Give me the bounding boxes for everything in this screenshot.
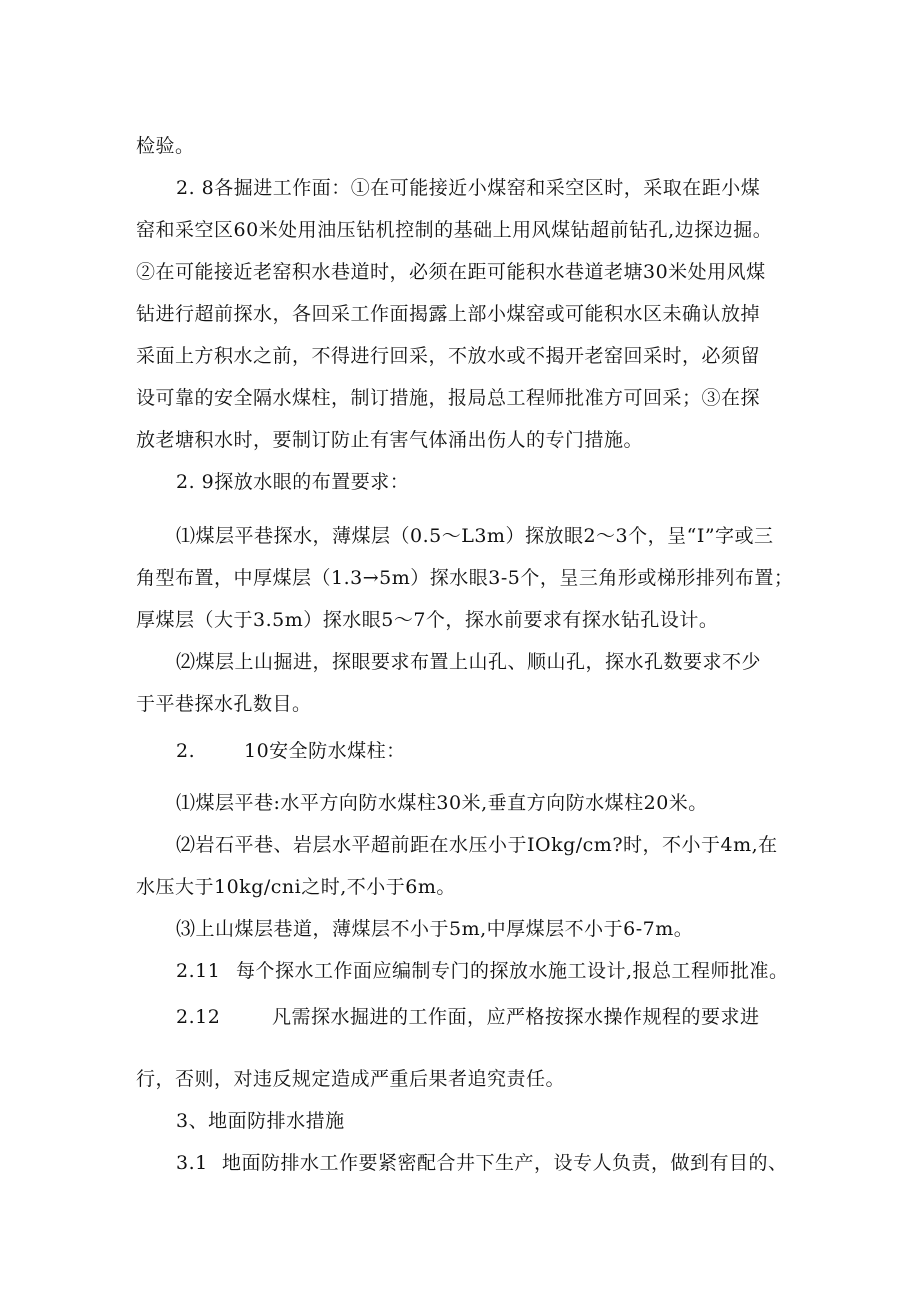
text-line-16: ⑴煤层平巷:水平方向防水煤柱30米,垂直方向防水煤柱20米。 <box>176 792 708 814</box>
text-line-10: ⑴煤层平巷探水，薄煤层（0.5～L3m）探放眼2～3个，呈“I”字或三 <box>176 525 774 547</box>
text-line-12: 厚煤层（大于3.5m）探水眼5～7个，探水前要求有探水钻孔设计。 <box>136 609 719 631</box>
text-line-11: 角型布置，中厚煤层（1.3→5m）探水眼3-5个，呈三角形或梯形排列布置； <box>136 567 794 589</box>
text-line-3: 窑和采空区60米处用油压钻机控制的基础上用风煤钻超前钻孔,边探边掘。 <box>136 219 773 241</box>
text-line-23: 3、地面防排水措施 <box>176 1110 345 1132</box>
text-line-5: 钻进行超前探水，各回采工作面揭露上部小煤窑或可能积水区未确认放掉 <box>136 303 761 325</box>
text-line-21: 2.12 <box>176 1006 221 1028</box>
text-line-1: 检验。 <box>136 135 195 157</box>
text-line-8: 放老塘积水时，要制订防止有害气体涌出伤人的专门措施。 <box>136 429 644 451</box>
text-line-24: 3.1 <box>176 1152 208 1174</box>
text-line-9: 2. 9探放水眼的布置要求： <box>176 471 410 493</box>
text-line-20: 2.11 <box>176 960 221 982</box>
text-line-7: 设可靠的安全隔水煤柱，制订措施，报局总工程师批准方可回采；③在探 <box>136 387 761 409</box>
text-line-13: ⑵煤层上山掘进，探眼要求布置上山孔、顺山孔，探水孔数要求不少 <box>176 651 762 673</box>
text-line-15: 2. <box>176 740 196 762</box>
text-line-6: 采面上方积水之前，不得进行回采，不放水或不揭开老窑回采时，必须留 <box>136 345 761 367</box>
text-line-20b: 每个探水工作面应编制专门的探放水施工设计,报总工程师批准。 <box>236 960 789 982</box>
text-line-14: 于平巷探水孔数目。 <box>136 693 312 715</box>
text-line-22: 行，否则，对违反规定造成严重后果者追究责任。 <box>136 1068 566 1090</box>
text-line-15b: 10安全防水煤柱： <box>244 740 406 762</box>
text-line-17: ⑵岩石平巷、岩层水平超前距在水压小于IOkg/cm?时，不小于4m,在 <box>176 834 778 856</box>
text-line-2: 2. 8各掘进工作面：①在可能接近小煤窑和采空区时，采取在距小煤 <box>176 177 761 199</box>
text-line-21b: 凡需探水掘进的工作面，应严格按探水操作规程的要求进 <box>272 1006 760 1028</box>
text-line-18: 水压大于10kg/cni之时,不小于6m。 <box>136 876 456 898</box>
text-line-19: ⑶上山煤层巷道，薄煤层不小于5m,中厚煤层不小于6-7m。 <box>176 918 694 940</box>
text-line-4: ②在可能接近老窑积水巷道时，必须在距可能积水巷道老塘30米处用风煤 <box>136 261 766 283</box>
text-line-24b: 地面防排水工作要紧密配合井下生产，设专人负责，做到有目的、 <box>222 1152 788 1174</box>
